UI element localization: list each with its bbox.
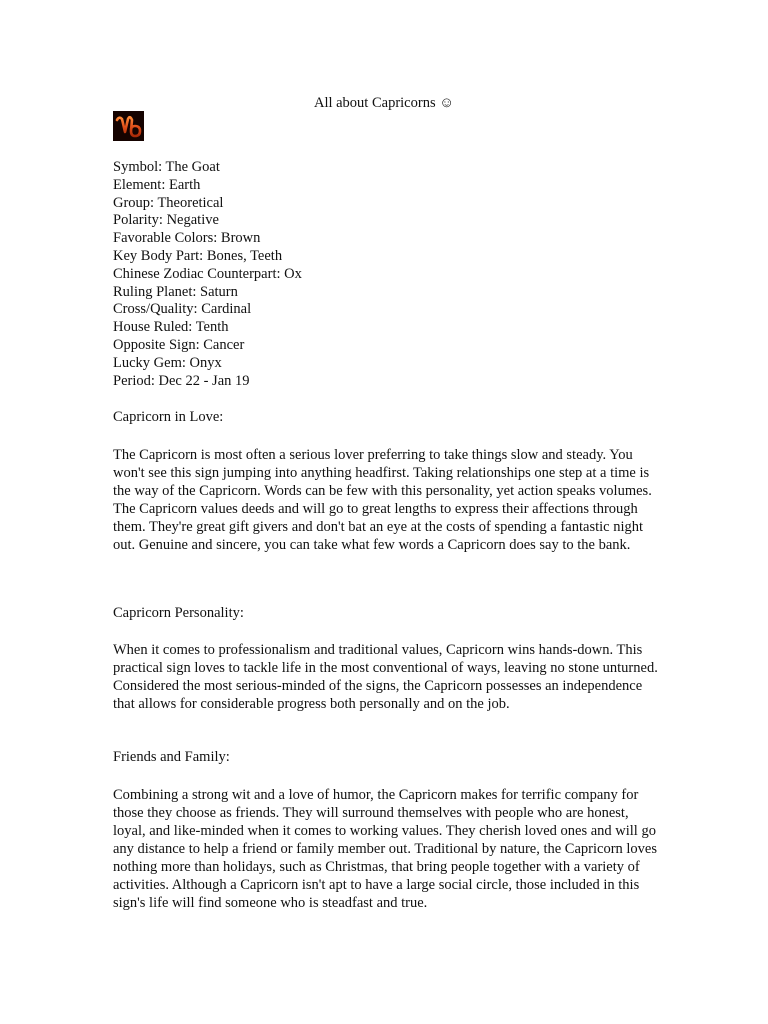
fact-group: Group: Theoretical — [113, 194, 224, 211]
fact-element: Element: Earth — [113, 176, 201, 193]
fact-period: Period: Dec 22 - Jan 19 — [113, 372, 250, 389]
page-title: All about Capricorns ☺ — [313, 95, 455, 111]
capricorn-glyph-icon — [113, 111, 144, 141]
section-paragraph: When it comes to professionalism and traditional values, Capricorn wins hands-down. This practical sign loves to tackle life in the most conventional of ways, leaving no stone unturned. Considered the most serious-minded of the signs, the Capricorn possesses an independence that allows for considerable progress both personally and on the job. — [113, 642, 658, 712]
section-paragraph: Combining a strong wit and a love of humor, the Capricorn makes for terrific company for those they choose as friends. They will surround themselves with people who are honest, loyal, and like-minded when it comes to working values. They cherish loved ones and will go any distance to help a friend or family member out. Traditional by nature, the Capricorn loves nothing more than holidays, such as Christmas, that bring people together with a variety of activities. Although a Capricorn isn't apt to have a large social circle, those included in this sign's life will find someone who is steadfast and true. — [113, 787, 658, 911]
section-personality — [113, 604, 658, 713]
fact-polarity: Polarity: Negative — [113, 212, 219, 229]
fact-symbol: Symbol: The Goat — [113, 159, 220, 175]
section-love — [113, 408, 658, 554]
section-heading: Friends and Family: — [113, 749, 230, 765]
section-heading: Capricorn in Love: — [113, 409, 224, 425]
fact-opposite-sign: Opposite Sign: Cancer — [113, 336, 245, 353]
fact-house-ruled: House Ruled: Tenth — [113, 319, 229, 336]
section-paragraph: The Capricorn is most often a serious lover preferring to take things slow and steady. You won't see this sign jumping into anything headfirst. Taking relationships one step at a time is the way of the Capricorn. Words can be few with this personality, yet action speaks volumes. The Capricorn values deeds and will go to great lengths to express their affections through them. They're great gift givers and don't bat an eye at the costs of spending a fantastic night out. Genuine and sincere, you can take what few words a Capricorn does say to the bank. — [113, 447, 652, 553]
section-heading: Capricorn Personality: — [113, 605, 244, 621]
fact-key-body-part: Key Body Part: Bones, Teeth — [113, 247, 283, 264]
fact-ruling-planet: Ruling Planet: Saturn — [113, 283, 238, 300]
fact-chinese-zodiac: Chinese Zodiac Counterpart: Ox — [113, 265, 302, 282]
fact-cross-quality: Cross/Quality: Cardinal — [113, 301, 252, 318]
fact-lucky-gem: Lucky Gem: Onyx — [113, 354, 222, 371]
fact-favorable-colors: Favorable Colors: Brown — [113, 230, 261, 247]
facts-list — [113, 159, 673, 390]
section-friends-family — [113, 748, 658, 912]
